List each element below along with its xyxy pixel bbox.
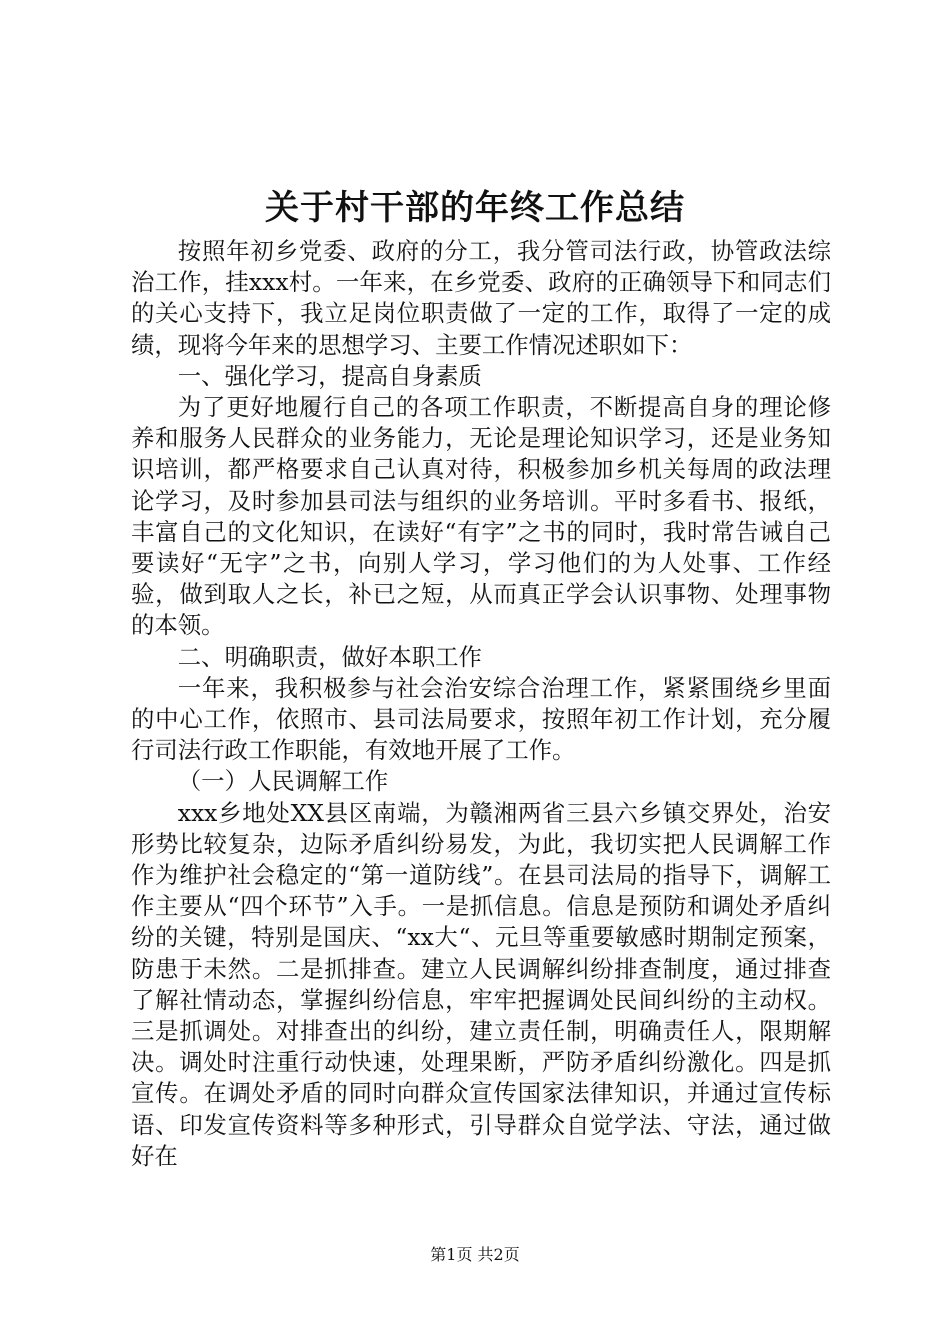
- subsection-heading-1: （一）人民调解工作: [177, 767, 389, 796]
- paragraph-mediation: xxx乡地处XX县区南端，为赣湘两省三县六乡镇交界处，治安形势比较复杂，边际矛盾纠纷易发，为此，我切实把人民调解工作作为维护社会稳定的“第一道防线”。在县司法局的指导下，调解工作主要从“四个环节”入手。一是抓信息。信息是预防和调处矛盾纠纷的关键，特别是国庆、“xx大“、元旦等重要敏感时期制定预案，防患于未然。二是抓排查。建立人民调解纠纷排查制度，通过排查了解社情动态，掌握纠纷信息，牢牢把握调处民间纠纷的主动权。三是抓调处。对排查出的纠纷，建立责任制，明确责任人，限期解决。调处时注重行动快速，处理果断，严防矛盾纠纷激化。四是抓宣传。在调处矛盾的同时向群众宣传国家法律知识，并通过宣传标语、印发宣传资料等多种形式，引导群众自觉学法、守法，通过做好在: [131, 798, 831, 1170]
- document-body: [131, 236, 831, 1172]
- page-footer: 第1页 共2页: [430, 1245, 520, 1264]
- document-title: 关于村干部的年终工作总结: [265, 188, 685, 228]
- paragraph-duties: 一年来，我积极参与社会治安综合治理工作，紧紧围绕乡里面的中心工作，依照市、县司法局要求，按照年初工作计划，充分履行司法行政工作职能，有效地开展了工作。: [131, 673, 831, 765]
- paragraph-intro: 按照年初乡党委、政府的分工，我分管司法行政，协管政法综治工作，挂xxx村。一年来，在乡党委、政府的正确领导下和同志们的关心支持下，我立足岗位职责做了一定的工作，取得了一定的成绩，现将今年来的思想学习、主要工作情况述职如下：: [131, 237, 831, 359]
- section-heading-1: 一、强化学习，提高自身素质: [177, 361, 482, 390]
- section-heading-2: 二、明确职责，做好本职工作: [177, 642, 482, 671]
- paragraph-study: 为了更好地履行自己的各项工作职责，不断提高自身的理论修养和服务人民群众的业务能力，无论是理论知识学习，还是业务知识培训，都严格要求自己认真对待，积极参加乡机关每周的政法理论学习，及时参加县司法与组织的业务培训。平时多看书、报纸，丰富自己的文化知识，在读好“有字”之书的同时，我时常告诫自己要读好“无字”之书，向别人学习，学习他们的为人处事、工作经验，做到取人之长，补已之短，从而真正学会认识事物、处理事物的本领。: [131, 393, 831, 640]
